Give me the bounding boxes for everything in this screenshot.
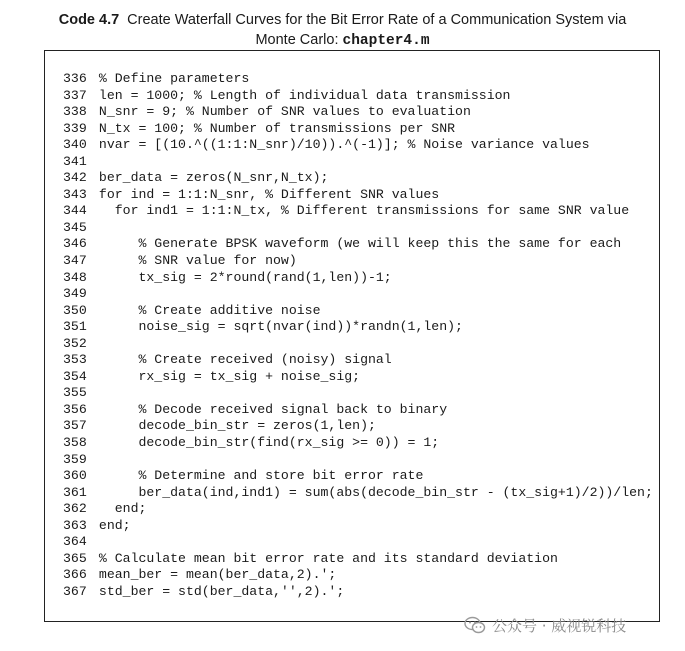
code-line [63, 485, 653, 502]
code-text: % Determine and store bit error rate [91, 468, 424, 484]
code-text: decode_bin_str = zeros(1,len); [91, 418, 376, 434]
line-number: 336 [63, 71, 87, 86]
code-line [63, 104, 653, 121]
line-number: 349 [63, 286, 87, 302]
line-number: 347 [63, 253, 87, 269]
code-line [63, 501, 653, 518]
code-text: ber_data(ind,ind1) = sum(abs(decode_bin_str - (tx_sig+1)/2))/len; [91, 484, 653, 500]
code-line [63, 402, 653, 419]
code-text: decode_bin_str(find(rx_sig >= 0)) = 1; [91, 435, 440, 451]
line-number: 365 [63, 550, 87, 566]
line-number: 342 [63, 170, 87, 186]
line-number: 350 [63, 302, 87, 318]
code-line [63, 385, 653, 402]
caption-text: Create Waterfall Curves for the Bit Error Rate of a Communication System via [127, 12, 627, 28]
code-line [63, 137, 653, 154]
code-text: % Decode received signal back to binary [91, 401, 448, 417]
line-number: 346 [63, 236, 87, 252]
code-listing [63, 71, 653, 601]
line-number: 354 [63, 368, 87, 384]
code-text: % Calculate mean bit error rate and its standard deviation [91, 550, 558, 566]
code-line [63, 170, 653, 187]
code-line [63, 551, 653, 568]
code-text: tx_sig = 2*round(rand(1,len))-1; [91, 269, 392, 285]
line-number: 360 [63, 468, 87, 484]
code-text: end; [91, 517, 131, 533]
code-line [63, 435, 653, 452]
line-number: 341 [63, 153, 87, 169]
caption-filename: chapter4.m [342, 33, 430, 49]
code-text: len = 1000; % Length of individual data transmission [91, 87, 511, 103]
code-listing-box [44, 50, 660, 622]
code-line [63, 154, 653, 171]
code-line [63, 71, 653, 88]
code-line [63, 236, 653, 253]
code-line [63, 270, 653, 287]
code-line [63, 418, 653, 435]
line-number: 344 [63, 203, 87, 219]
watermark-text: 公众号 · 威视锐科技 [492, 616, 627, 635]
code-text: noise_sig = sqrt(nvar(ind))*randn(1,len); [91, 319, 463, 335]
code-line [63, 253, 653, 270]
line-number: 363 [63, 517, 87, 533]
caption-line-2 [0, 30, 685, 51]
line-number: 340 [63, 137, 87, 153]
code-text: nvar = [(10.^((1:1:N_snr)/10)).^(-1)]; % Noise variance values [91, 137, 590, 153]
line-number: 366 [63, 567, 87, 583]
code-text: mean_ber = mean(ber_data,2).'; [91, 567, 337, 583]
code-text: % Define parameters [91, 71, 250, 86]
code-line [63, 452, 653, 469]
code-line [63, 187, 653, 204]
line-number: 361 [63, 484, 87, 500]
code-line [63, 468, 653, 485]
watermark [464, 614, 626, 636]
line-number: 353 [63, 352, 87, 368]
code-text: end; [91, 501, 147, 517]
line-number: 359 [63, 451, 87, 467]
line-number: 367 [63, 583, 87, 599]
caption-line2-text: Monte Carlo: [255, 32, 339, 48]
caption-label: Code 4.7 [58, 12, 120, 28]
code-text: N_snr = 9; % Number of SNR values to evaluation [91, 104, 471, 120]
line-number: 351 [63, 319, 87, 335]
code-line [63, 584, 653, 601]
line-number: 343 [63, 186, 87, 202]
caption-line-1 [0, 10, 685, 30]
code-line [63, 534, 653, 551]
code-line [63, 220, 653, 237]
wechat-icon [464, 616, 486, 634]
code-text: std_ber = std(ber_data,'',2).'; [91, 583, 345, 599]
code-line [63, 88, 653, 105]
code-line [63, 336, 653, 353]
line-number: 357 [63, 418, 87, 434]
line-number: 339 [63, 120, 87, 136]
line-number: 364 [63, 534, 87, 550]
code-text: % Create additive noise [91, 302, 321, 318]
code-line [63, 369, 653, 386]
line-number: 358 [63, 435, 87, 451]
line-number: 345 [63, 219, 87, 235]
line-number: 337 [63, 87, 87, 103]
code-text: for ind = 1:1:N_snr, % Different SNR values [91, 186, 440, 202]
line-number: 352 [63, 335, 87, 351]
code-line [63, 121, 653, 138]
code-text: rx_sig = tx_sig + noise_sig; [91, 368, 361, 384]
code-line [63, 203, 653, 220]
code-caption [0, 10, 685, 51]
code-text: ber_data = zeros(N_snr,N_tx); [91, 170, 329, 186]
code-text: % Create received (noisy) signal [91, 352, 392, 368]
code-line [63, 286, 653, 303]
line-number: 362 [63, 501, 87, 517]
line-number: 355 [63, 385, 87, 401]
code-text: % SNR value for now) [91, 253, 297, 269]
code-text: for ind1 = 1:1:N_tx, % Different transmissions for same SNR value [91, 203, 630, 219]
code-text: % Generate BPSK waveform (we will keep this the same for each [91, 236, 622, 252]
code-line [63, 303, 653, 320]
code-line [63, 518, 653, 535]
code-line [63, 567, 653, 584]
code-line [63, 319, 653, 336]
code-line [63, 352, 653, 369]
line-number: 356 [63, 401, 87, 417]
line-number: 348 [63, 269, 87, 285]
line-number: 338 [63, 104, 87, 120]
code-text: N_tx = 100; % Number of transmissions per SNR [91, 120, 456, 136]
